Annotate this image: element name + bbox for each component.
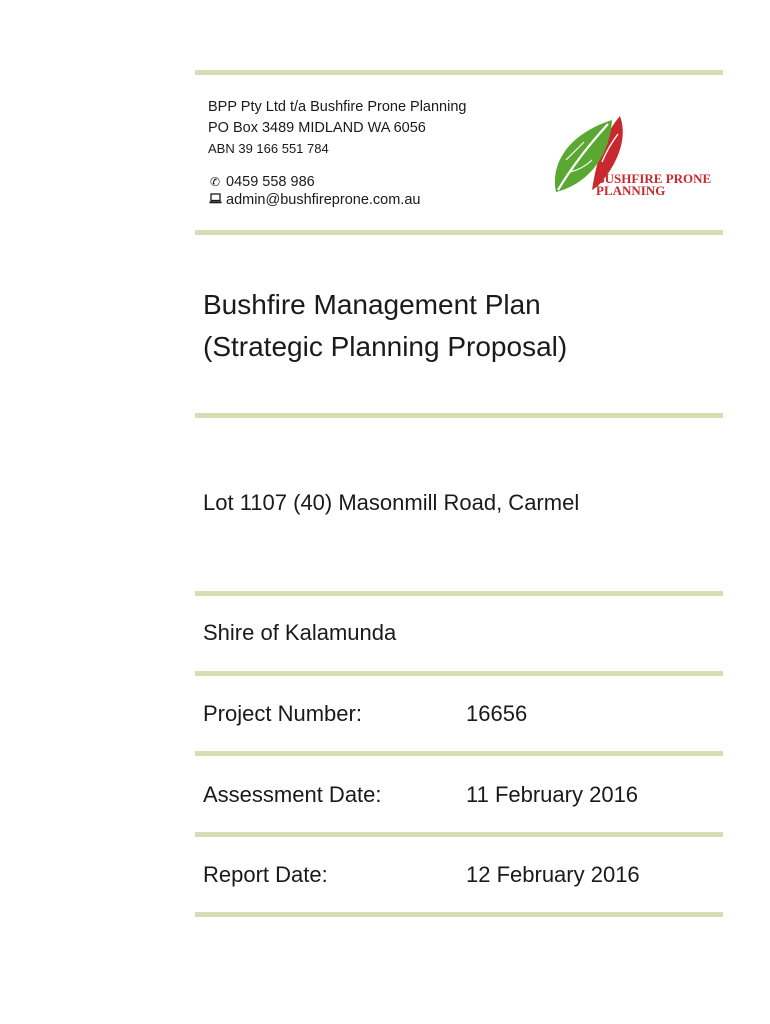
shire-name: Shire of Kalamunda [203,620,397,645]
divider-address-bottom [195,591,723,596]
company-name: BPP Pty Ltd t/a Bushfire Prone Planning [208,99,467,115]
title-line-2: (Strategic Planning Proposal) [203,331,568,362]
company-address: PO Box 3489 MIDLAND WA 6056 [208,120,426,136]
phone-number: 0459 558 986 [226,174,315,190]
project-number-label: Project Number: [203,701,362,726]
divider-assessment-bottom [195,832,723,837]
divider-project-bottom [195,751,723,756]
divider-shire-bottom [195,671,723,676]
company-phone [208,174,315,190]
project-number-row [203,701,528,727]
project-number-value: 16656 [466,701,528,726]
company-email [208,192,420,208]
leaf-logo-icon [548,112,718,202]
email-address: admin@bushfireprone.com.au [226,192,421,208]
report-date-row [203,862,640,888]
assessment-date-value: 11 February 2016 [466,782,639,807]
phone-icon: ✆ [209,175,221,189]
divider-header-bottom [195,230,723,235]
logo-text-line1: BUSHFIRE PRONE [596,171,712,186]
title-line-1: Bushfire Management Plan [203,289,541,320]
report-date-label: Report Date: [203,862,328,887]
divider-title-bottom [195,413,723,418]
divider-report-bottom [195,912,723,917]
document-title [203,284,567,368]
assessment-date-label: Assessment Date: [203,782,382,807]
assessment-date-row [203,782,639,808]
logo-text-line2: PLANNING [596,183,666,198]
bushfire-prone-planning-logo [548,112,718,202]
divider-top [195,70,723,75]
company-abn: ABN 39 166 551 784 [208,141,329,156]
laptop-icon [208,193,222,207]
report-date-value: 12 February 2016 [466,862,640,887]
property-address: Lot 1107 (40) Masonmill Road, Carmel [203,490,580,515]
